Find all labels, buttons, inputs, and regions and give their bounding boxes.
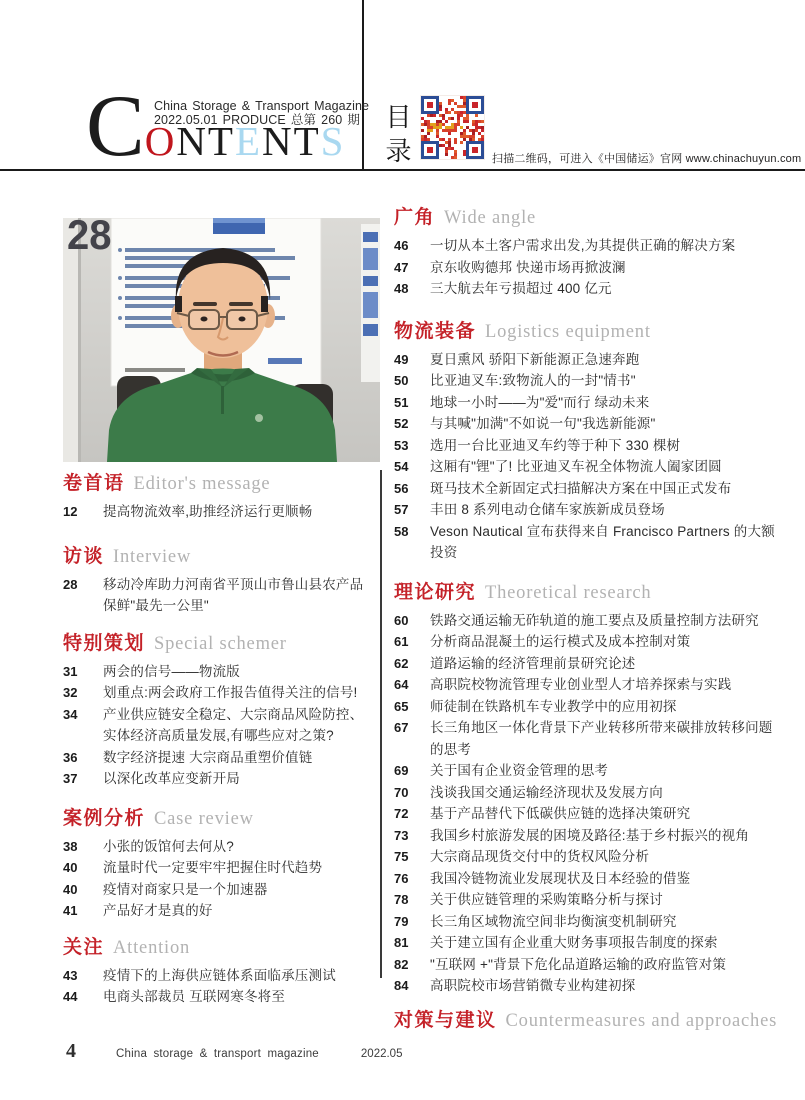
toc-item-title: Veson Nautical 宣布获得来自 Francisco Partners 的大额投资 <box>430 523 775 560</box>
issue-line: 2022.05.01 PRODUCE 总第 260 期 <box>154 113 361 127</box>
toc-item-title: 这厢有"锂"了! 比亚迪叉车祝全体物流人阖家团圆 <box>430 459 722 474</box>
qr-module <box>427 132 430 135</box>
toc-item-page: 28 <box>63 576 78 592</box>
toc-item-title: 关于供应链管理的采购策略分析与探讨 <box>430 892 663 907</box>
toc-item <box>394 435 786 457</box>
toc-item-page: 75 <box>394 849 409 864</box>
footer-page-number: 4 <box>66 1040 76 1062</box>
section-title-en: Interview <box>113 546 192 567</box>
toc-item-title: 与其喊"加满"不如说一句"我选新能源" <box>430 416 656 431</box>
wordmark-letter: N <box>176 118 206 164</box>
toc-section <box>63 632 375 790</box>
section-title-cn: 关注 <box>63 936 105 958</box>
toc-item-title: 夏日熏风 骄阳下新能源正急速奔跑 <box>430 351 640 367</box>
toc-item <box>394 674 786 696</box>
toc-item <box>394 868 786 890</box>
toc-item-page: 67 <box>394 720 409 735</box>
toc-item-title: 划重点:两会政府工作报告值得关注的信号! <box>103 685 358 700</box>
toc-item <box>63 574 375 617</box>
toc-item <box>394 803 786 825</box>
toc-item-title: 疫情对商家只是一个加速器 <box>103 881 268 897</box>
qr-module <box>448 111 451 114</box>
toc-section <box>394 320 786 564</box>
toc-item-page: 48 <box>394 281 409 296</box>
toc-item-title: 小张的饭馆何去何从? <box>103 838 235 854</box>
section-title-en: Attention <box>113 937 191 958</box>
toc-item-page: 38 <box>63 838 78 854</box>
toc-item-title: 地球一小时——为"爱"而行 绿动未来 <box>430 394 650 410</box>
toc-item-title: 师徒制在铁路机车专业教学中的应用初探 <box>430 698 677 714</box>
toc-item <box>394 521 786 564</box>
qr-module <box>448 132 451 135</box>
toc-item <box>63 747 375 769</box>
toc-item <box>63 986 375 1008</box>
qr-module <box>481 129 484 132</box>
toc-section <box>63 807 375 922</box>
qr-module <box>481 111 484 114</box>
magazine-name: China Storage & Transport Magazine <box>154 99 370 113</box>
section-title-cn: 卷首语 <box>63 473 125 494</box>
qr-module <box>475 105 478 108</box>
qr-module <box>451 117 454 120</box>
toc-item-page: 40 <box>63 881 78 897</box>
qr-module <box>475 150 478 153</box>
footer-magazine-name: China storage & transport magazine <box>116 1048 319 1060</box>
toc-item-title: 基于产品替代下低碳供应链的选择决策研究 <box>430 806 691 821</box>
toc-item-page: 81 <box>394 935 409 950</box>
toc-item <box>394 696 786 718</box>
toc-item-page: 57 <box>394 502 409 517</box>
toc-item <box>394 760 786 782</box>
toc-item <box>394 392 786 414</box>
qr-module <box>448 102 451 105</box>
toc-item <box>394 349 786 371</box>
toc-item-page: 73 <box>394 827 409 843</box>
toc-item <box>394 954 786 976</box>
toc-item-page: 37 <box>63 771 78 786</box>
qr-module <box>475 114 478 117</box>
wordmark-letter: E <box>234 118 261 164</box>
toc-item-page: 54 <box>394 459 409 474</box>
toc-item <box>394 782 786 804</box>
toc-item-title: 分析商品混凝土的运行模式及成本控制对策 <box>430 634 691 649</box>
section-title-en: Wide angle <box>444 208 537 228</box>
toc-item-title: 三大航去年亏损超过 400 亿元 <box>430 281 612 296</box>
section-header <box>63 807 375 831</box>
qr-module <box>430 105 433 108</box>
section-title-cn: 访谈 <box>63 545 105 567</box>
section-header <box>394 206 786 230</box>
section-header <box>63 936 375 960</box>
toc-item-page: 76 <box>394 870 409 886</box>
toc-item <box>394 631 786 653</box>
toc-section <box>394 1009 786 1033</box>
qr-module <box>454 141 457 144</box>
toc-item <box>394 257 786 279</box>
toc-item-title: 长三角地区一体化背景下产业转移所带来碳排放转移问题的思考 <box>430 720 773 757</box>
toc-section <box>63 472 375 523</box>
toc-item-title: 我国乡村旅游发展的困境及路径:基于乡村振兴的视角 <box>430 827 750 843</box>
toc-item <box>394 610 786 632</box>
toc-item <box>63 965 375 987</box>
toc-item <box>63 501 375 523</box>
section-header <box>394 320 786 344</box>
toc-item <box>394 456 786 478</box>
column-divider <box>380 470 382 978</box>
toc-item-title: 产品好才是真的好 <box>103 903 213 918</box>
toc-item-page: 61 <box>394 634 409 649</box>
qr-module <box>421 129 424 132</box>
toc-section <box>63 545 375 617</box>
qr-module <box>454 129 457 132</box>
section-header <box>394 581 786 605</box>
toc-item-page: 64 <box>394 677 409 692</box>
section-header <box>394 1009 786 1033</box>
toc-item <box>394 825 786 847</box>
toc-item <box>394 846 786 868</box>
wordmark-letter: T <box>207 118 233 164</box>
section-title-en: Countermeasures and approaches <box>505 1010 778 1031</box>
toc-item-page: 82 <box>394 956 409 972</box>
toc-item-title: 关于建立国有企业重大财务事项报告制度的探索 <box>430 935 718 950</box>
toc-item-page: 32 <box>63 685 78 700</box>
section-title-en: Case review <box>154 808 254 829</box>
toc-item-page: 58 <box>394 523 409 539</box>
toc-item-title: 铁路交通运输无砟轨道的施工要点及质量控制方法研究 <box>430 612 759 628</box>
toc-item-title: 流量时代一定要牢牢把握住时代趋势 <box>103 860 323 875</box>
qr-module <box>454 156 457 159</box>
toc-item-title: 丰田 8 系列电动仓储车家族新成员登场 <box>430 502 665 517</box>
section-title-en: Editor's message <box>133 474 271 494</box>
wordmark-letter: N <box>262 118 292 164</box>
toc-item-title: 以深化改革应变新开局 <box>103 771 240 786</box>
qr-module <box>460 141 463 144</box>
footer-issue: 2022.05 <box>360 1048 403 1060</box>
toc-section <box>394 206 786 300</box>
toc-item <box>394 235 786 257</box>
toc-item-page: 72 <box>394 806 409 821</box>
wordmark-letter: O <box>144 118 175 164</box>
toc-item-title: 斑马技术全新固定式扫描解决方案在中国正式发布 <box>430 480 732 496</box>
toc-item-page: 51 <box>394 394 409 410</box>
toc-item <box>63 704 375 747</box>
section-title-en: Theoretical research <box>485 582 652 603</box>
qr-module <box>481 156 484 159</box>
right-column <box>394 206 786 1038</box>
section-title-cn: 物流装备 <box>394 320 477 342</box>
toc-item-page: 65 <box>394 698 409 714</box>
section-header <box>63 472 375 496</box>
toc-item-title: 选用一台比亚迪叉车约等于种下 330 棵树 <box>430 437 681 453</box>
interview-photo <box>63 218 380 462</box>
qr-module <box>439 108 442 111</box>
toc-item <box>63 857 375 879</box>
wordmark-letter: T <box>293 118 319 164</box>
toc-item <box>394 717 786 760</box>
toc-item-page: 34 <box>63 706 78 722</box>
section-title-cn: 理论研究 <box>394 581 477 603</box>
toc-item-title: 大宗商品现货交付中的货权风险分析 <box>430 849 650 864</box>
magazine-info <box>154 99 369 127</box>
toc-item-page: 60 <box>394 612 409 628</box>
toc-item <box>394 370 786 392</box>
toc-item-title: 电商头部裁员 互联网寒冬将至 <box>103 989 286 1004</box>
section-title-cn: 广角 <box>394 207 436 228</box>
header-divider-line <box>362 0 364 170</box>
section-header <box>63 632 375 656</box>
toc-item <box>394 413 786 435</box>
toc-item-title: 两会的信号——物流版 <box>103 663 240 679</box>
toc-item-page: 41 <box>63 903 78 918</box>
toc-item-title: 高职院校市场营销微专业构建初探 <box>430 978 636 993</box>
toc-item <box>63 682 375 704</box>
toc-item <box>63 836 375 858</box>
toc-item-page: 40 <box>63 860 78 875</box>
toc-item-page: 50 <box>394 373 409 388</box>
toc-item-page: 36 <box>63 749 78 765</box>
toc-item-page: 12 <box>63 504 78 519</box>
toc-item-title: 比亚迪叉车:致物流人的一封"情书" <box>430 373 636 388</box>
toc-item-page: 53 <box>394 437 409 453</box>
toc-item-title: 一切从本土客户需求出发,为其提供正确的解决方案 <box>430 238 736 253</box>
toc-section <box>63 936 375 1008</box>
toc-item-title: 产业供应链安全稳定、大宗商品风险防控、实体经济高质量发展,有哪些应对之策? <box>103 706 364 743</box>
toc-item <box>394 653 786 675</box>
toc-item <box>394 278 786 300</box>
toc-item-page: 70 <box>394 784 409 800</box>
toc-item <box>394 975 786 997</box>
photo-page-badge: 28 <box>67 218 112 259</box>
toc-item-page: 43 <box>63 967 78 983</box>
toc-item-title: "互联网 +"背景下危化品道路运输的政府监管对策 <box>430 956 727 972</box>
toc-item-page: 49 <box>394 351 409 367</box>
toc-item-page: 52 <box>394 416 409 431</box>
qr-module <box>481 120 484 123</box>
toc-item-page: 56 <box>394 480 409 496</box>
toc-item-page: 84 <box>394 978 409 993</box>
section-title-cn: 案例分析 <box>63 807 146 829</box>
toc-item <box>63 661 375 683</box>
qr-module <box>430 129 433 132</box>
toc-item-title: 道路运输的经济管理前景研究论述 <box>430 655 636 671</box>
toc-item <box>394 889 786 911</box>
section-header <box>63 545 375 569</box>
toc-item-page: 31 <box>63 663 78 679</box>
toc-vertical-label: 目录 <box>382 103 412 171</box>
section-title-en: Special schemer <box>154 633 287 654</box>
toc-item-title: 关于国有企业资金管理的思考 <box>430 763 609 778</box>
toc-item-page: 44 <box>63 989 78 1004</box>
toc-item-title: 高职院校物流管理专业创业型人才培养探索与实践 <box>430 677 732 692</box>
toc-item <box>63 900 375 922</box>
toc-item <box>63 768 375 790</box>
qr-module <box>433 114 436 117</box>
qr-module <box>445 120 448 123</box>
toc-item-page: 78 <box>394 892 409 907</box>
toc-item-title: 长三角区域物流空间非均衡演变机制研究 <box>430 913 677 929</box>
toc-item <box>63 879 375 901</box>
toc-item <box>394 478 786 500</box>
toc-item-page: 46 <box>394 238 409 253</box>
toc-section <box>394 581 786 997</box>
toc-item-page: 62 <box>394 655 409 671</box>
section-title-cn: 特别策划 <box>63 632 146 654</box>
toc-item-title: 京东收购德邦 快递市场再掀波澜 <box>430 259 626 275</box>
toc-item <box>394 911 786 933</box>
toc-item <box>394 499 786 521</box>
footer <box>66 1040 402 1063</box>
toc-item-page: 47 <box>394 259 409 275</box>
toc-item <box>394 932 786 954</box>
toc-item-page: 69 <box>394 763 409 778</box>
qr-caption: 扫描二维码，可进入《中国储运》官网 www.chinachuyun.com <box>492 153 802 165</box>
toc-item-title: 疫情下的上海供应链体系面临承压测试 <box>103 967 336 983</box>
toc-item-title: 移动冷库助力河南省平顶山市鲁山县农产品保鲜"最先一公里" <box>103 576 364 613</box>
qr-module <box>466 120 469 123</box>
wordmark-letter: S <box>320 118 344 164</box>
left-column <box>63 472 375 1008</box>
qr-module <box>436 156 439 159</box>
section-title-cn: 对策与建议 <box>394 1009 497 1031</box>
qr-code <box>421 96 484 159</box>
toc-item-title: 数字经济提速 大宗商品重塑价值链 <box>103 749 313 765</box>
section-title-en: Logistics equipment <box>485 321 651 342</box>
qr-module <box>430 150 433 153</box>
toc-item-title: 浅谈我国交通运输经济现状及发展方向 <box>430 784 663 800</box>
toc-item-title: 提高物流效率,助推经济运行更顺畅 <box>103 504 313 519</box>
toc-item-page: 79 <box>394 913 409 929</box>
toc-item-title: 我国冷链物流业发展现状及日本经验的借鉴 <box>430 870 691 886</box>
wordmark-letter: C <box>86 78 145 175</box>
qr-module <box>445 153 448 156</box>
